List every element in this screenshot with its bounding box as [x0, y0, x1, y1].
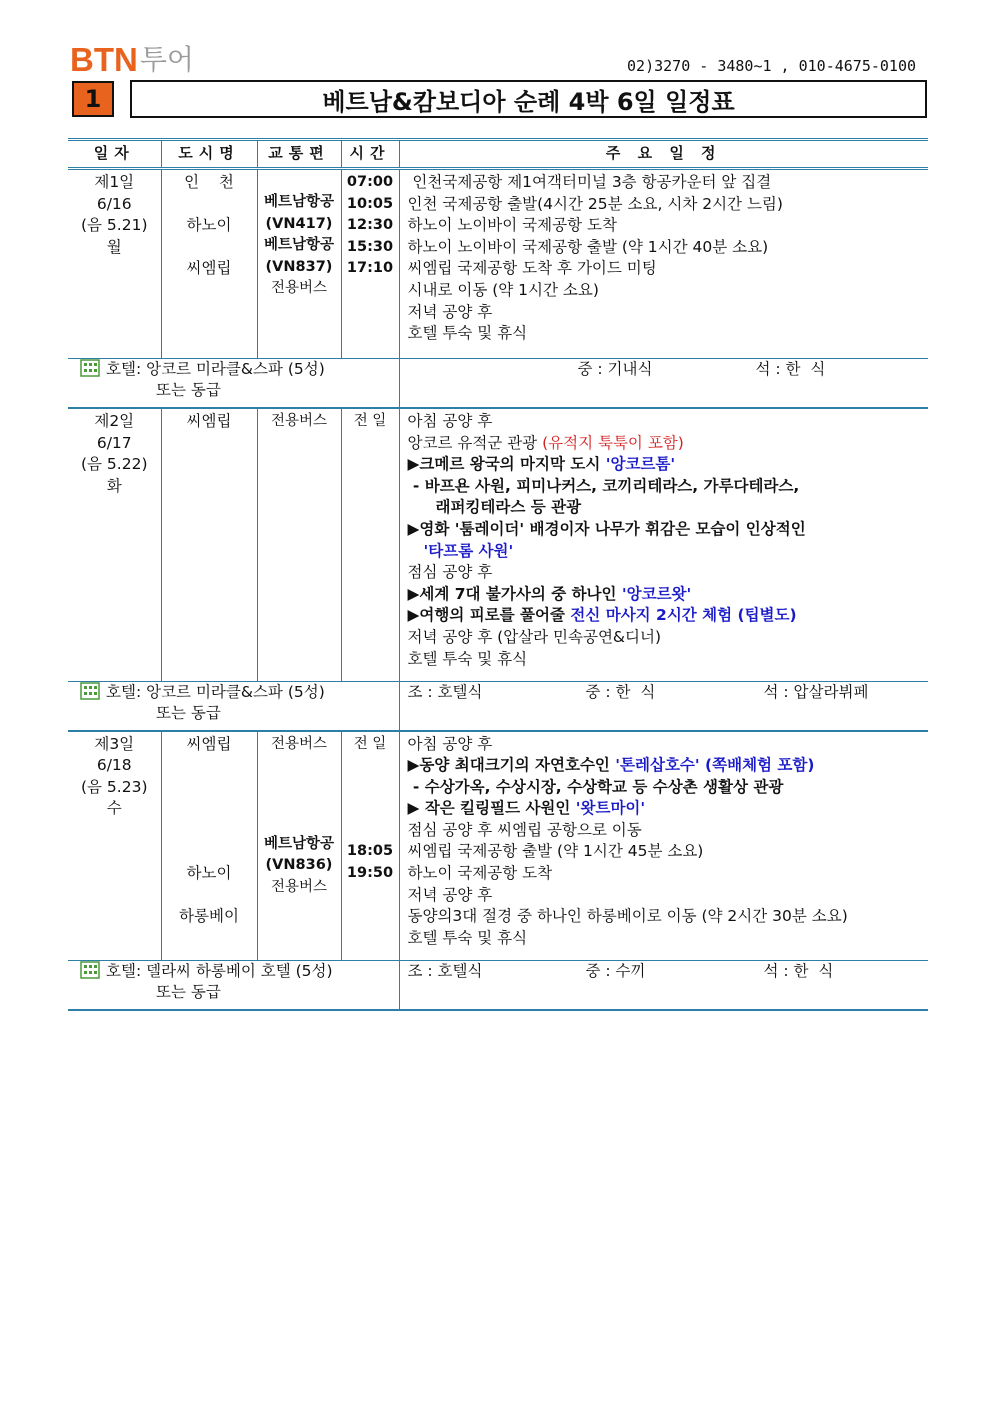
day1-schedule	[399, 169, 928, 359]
schedule-line: 저녁 공양 후	[407, 885, 493, 904]
hotel-note: 또는 동급	[156, 983, 221, 1001]
meal-breakfast: 조 : 호텔식	[407, 682, 483, 701]
schedule-line: - 바프욘 사원, 피미나커스, 코끼리테라스, 가루다테라스,	[407, 476, 800, 495]
day2-row	[68, 408, 928, 681]
schedule-line: 인천 국제공항 출발(4시간 25분 소요, 시차 2시간 느림)	[407, 194, 783, 213]
day3-times	[341, 731, 399, 961]
day3-date	[68, 731, 161, 961]
hotel-name: 호텔: 델라씨 하롱베이 호텔 (5성)	[106, 962, 333, 980]
transport-item: 베트남항공	[263, 835, 335, 852]
building-icon	[80, 682, 100, 700]
schedule-line: ▶크메르 왕국의 마지막 도시 '앙코르톰'	[407, 455, 676, 474]
meal-breakfast: 조 : 호텔식	[407, 962, 483, 980]
schedule-line: 씨엠립 국제공항 도착 후 가이드 미팅	[407, 259, 657, 278]
day3-meals	[399, 961, 928, 1011]
day3-hotel	[68, 961, 399, 1011]
meal-dinner: 석 : 한 식	[755, 360, 826, 378]
schedule-line: 저녁 공양 후	[407, 302, 493, 321]
weekday: 수	[106, 799, 122, 818]
day1-hotel-row	[68, 359, 928, 409]
transport-item: 베트남항공	[263, 237, 335, 254]
day2-date	[68, 408, 161, 681]
schedule-line: 인천국제공항 제1여객터미널 3층 항공카운터 앞 집결	[407, 173, 772, 191]
time: 10:05	[346, 195, 394, 212]
schedule-line: 아침 공양 후	[407, 412, 493, 430]
solar-date: 6/17	[96, 433, 132, 452]
day2-hotel	[68, 681, 399, 731]
day1-date	[68, 169, 161, 359]
page-number-badge: 1	[72, 81, 114, 117]
transport-item: 전용버스	[270, 413, 328, 429]
solar-date: 6/16	[96, 194, 132, 213]
logo-btn-text: BTN	[70, 41, 138, 78]
weekday: 화	[106, 476, 122, 495]
schedule-line: 씨엠립 국제공항 출발 (약 1시간 45분 소요)	[407, 842, 704, 861]
time: 15:30	[346, 238, 394, 255]
time: 12:30	[346, 217, 394, 234]
day1-row	[68, 169, 928, 359]
meal-dinner: 석 : 압살라뷔페	[763, 682, 869, 701]
schedule-line: '타프롬 사원'	[423, 541, 514, 560]
transport-item: 전용버스	[270, 879, 328, 896]
table-header-row	[68, 140, 928, 169]
schedule-line: ▶세계 7대 불가사의 중 하나인 '앙코르왓'	[407, 584, 692, 603]
schedule-line: - 수상가옥, 수상시장, 수상학교 등 수상촌 생활상 관광	[407, 777, 784, 796]
day-label: 제3일	[94, 734, 135, 753]
schedule-line: 아침 공양 후	[407, 734, 493, 753]
solar-date: 6/18	[96, 756, 132, 775]
meal-dinner: 석 : 한 식	[763, 962, 834, 980]
day1-meals	[399, 359, 928, 409]
day2-cities	[161, 408, 257, 681]
schedule-line: 호텔 투숙 및 휴식	[407, 324, 528, 343]
building-icon	[80, 359, 100, 377]
day1-times	[341, 169, 399, 359]
btn-tour-logo	[70, 42, 194, 76]
time: 19:50	[346, 865, 394, 882]
day3-transport	[257, 731, 341, 961]
hotel-note: 또는 동급	[156, 381, 221, 399]
day1-hotel	[68, 359, 399, 409]
city: 하노이	[186, 216, 232, 235]
schedule-line: 시내로 이동 (약 1시간 소요)	[407, 280, 599, 299]
col-header-schedule: 주 요 일 정	[399, 140, 928, 169]
day3-cities	[161, 731, 257, 961]
day3-row	[68, 731, 928, 961]
itinerary-table	[68, 138, 928, 1011]
meal-lunch: 중 : 한 식	[585, 682, 656, 701]
day2-times	[341, 408, 399, 681]
day-label: 제1일	[94, 173, 135, 191]
schedule-line: 동양의3대 절경 중 하나인 하롱베이로 이동 (약 2시간 30분 소요)	[407, 907, 848, 926]
schedule-line: 점심 공양 후	[407, 563, 493, 582]
time: 전 일	[353, 413, 387, 429]
logo-tour-text: 투어	[139, 43, 194, 76]
city: 인 천	[184, 173, 234, 191]
day2-schedule	[399, 408, 928, 681]
col-header-transport: 교통편	[257, 140, 341, 169]
day3-hotel-row	[68, 961, 928, 1011]
schedule-line: 래퍼킹테라스 등 관광	[435, 498, 582, 517]
day1-cities	[161, 169, 257, 359]
city: 씨엠립	[186, 734, 232, 753]
schedule-line: ▶영화 '툼레이더' 배경이자 나무가 휘감은 모습이 인상적인	[407, 519, 806, 538]
schedule-line: 점심 공양 후 씨엠립 공항으로 이동	[407, 820, 642, 839]
schedule-line: 앙코르 유적군 관광 (유적지 툭툭이 포함)	[407, 433, 684, 452]
schedule-line: 하노이 노이바이 국제공항 도착	[407, 216, 617, 235]
lunar-date: (음 5.23)	[80, 777, 148, 796]
schedule-line: 호텔 투숙 및 휴식	[407, 928, 528, 947]
time: 전 일	[353, 735, 387, 752]
hotel-name: 호텔: 앙코르 미라클&스파 (5성)	[106, 682, 325, 701]
transport-item: 베트남항공	[263, 194, 335, 210]
page-title: 베트남&캄보디아 순례 4박 6일 일정표	[130, 80, 927, 118]
transport-item: 전용버스	[270, 735, 328, 752]
meal-lunch: 중 : 수끼	[585, 962, 646, 980]
day2-transport	[257, 408, 341, 681]
day2-hotel-row	[68, 681, 928, 731]
city: 하노이	[186, 864, 232, 883]
schedule-line: 저녁 공양 후 (압살라 민속공연&디너)	[407, 627, 662, 646]
city: 씨엠립	[186, 412, 232, 430]
transport-item: (VN837)	[265, 258, 333, 275]
schedule-line: 호텔 투숙 및 휴식	[407, 649, 528, 668]
time: 18:05	[346, 843, 394, 860]
day2-meals	[399, 681, 928, 731]
phone-number: 02)3270 - 3480~1 , 010-4675-0100	[627, 57, 916, 75]
schedule-line: ▶여행의 피로를 풀어줄 전신 마사지 2시간 체험 (팁별도)	[407, 606, 797, 625]
schedule-line: 하노이 국제공항 도착	[407, 864, 553, 883]
lunar-date: (음 5.22)	[80, 455, 148, 474]
lunar-date: (음 5.21)	[80, 216, 148, 235]
transport-item: 전용버스	[270, 280, 328, 297]
col-header-time: 시간	[341, 140, 399, 169]
day-label: 제2일	[94, 412, 135, 430]
city: 하롱베이	[179, 907, 239, 926]
weekday: 월	[106, 237, 122, 256]
city: 씨엠립	[186, 259, 232, 278]
transport-item: (VN836)	[265, 857, 333, 874]
day3-schedule	[399, 731, 928, 961]
hotel-name: 호텔: 앙코르 미라클&스파 (5성)	[106, 360, 325, 378]
day1-transport	[257, 169, 341, 359]
col-header-city: 도시명	[161, 140, 257, 169]
time: 17:10	[346, 260, 394, 277]
schedule-line: 하노이 노이바이 국제공항 출발 (약 1시간 40분 소요)	[407, 237, 769, 256]
building-icon	[80, 961, 100, 979]
transport-item: (VN417)	[265, 215, 333, 232]
schedule-line: ▶ 작은 킬링필드 사원인 '왓트마이'	[407, 799, 646, 818]
time: 07:00	[346, 174, 394, 190]
meal-lunch: 중 : 기내식	[577, 360, 653, 378]
col-header-date: 일자	[68, 140, 161, 169]
hotel-note: 또는 동급	[156, 703, 221, 722]
schedule-line: ▶동양 최대크기의 자연호수인 '톤레삽호수' (쪽배체험 포함)	[407, 756, 815, 775]
